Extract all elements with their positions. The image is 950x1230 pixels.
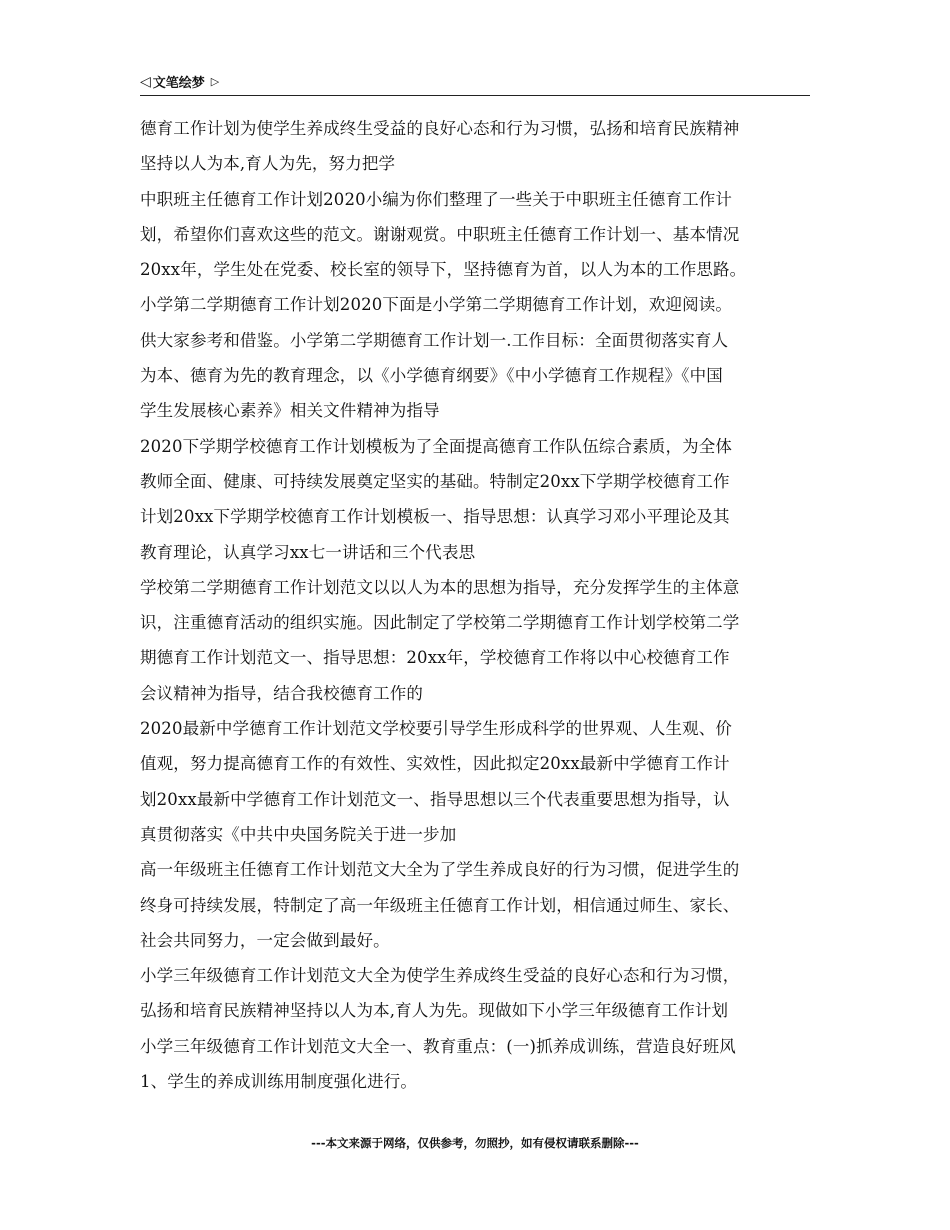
paragraph — [140, 287, 815, 428]
paragraph — [140, 111, 815, 182]
text-line: 1、学生的养成训练用制度强化进行。 — [140, 1072, 418, 1092]
paragraph — [140, 570, 815, 711]
text-line: 识，注重德育活动的组织实施。因此制定了学校第二学期德育工作计划学校第二学 — [140, 613, 740, 633]
text-line: 学校第二学期德育工作计划范文以以人为本的思想为指导，充分发挥学生的主体意 — [140, 577, 740, 597]
paragraph — [140, 429, 815, 570]
text-line: 教师全面、健康、可持续发展奠定坚实的基础。特制定20xx下学期学校德育工作 — [140, 471, 730, 491]
paragraph — [140, 958, 815, 1099]
triangle-right-icon: ▷ — [210, 75, 220, 88]
text-line: 小学三年级德育工作计划范文大全一、教育重点：(一)抓养成训练，营造良好班风 — [140, 1036, 736, 1056]
text-line: 值观，努力提高德育工作的有效性、实效性，因此拟定20xx最新中学德育工作计 — [140, 754, 730, 774]
text-line: 德育工作计划为使学生养成终生受益的良好心态和行为习惯，弘扬和培育民族精神 — [140, 119, 740, 138]
text-line: 坚持以人为本,育人为先，努力把学 — [140, 154, 396, 174]
paragraph — [140, 182, 815, 288]
text-line: 期德育工作计划范文一、指导思想：20xx年，学校德育工作将以中心校德育工作 — [140, 648, 730, 668]
text-line: 2020最新中学德育工作计划范文学校要引导学生形成科学的世界观、人生观、价 — [140, 719, 733, 739]
brand-name: 文笔绘梦 — [152, 76, 205, 91]
text-line: 弘扬和培育民族精神坚持以人为本,育人为先。现做如下小学三年级德育工作计划 — [140, 1001, 729, 1021]
text-line: 2020下学期学校德育工作计划模板为了全面提高德育工作队伍综合素质，为全体 — [140, 436, 733, 456]
text-line: 为本、德育为先的教育理念，以《小学德育纲要》《中小学德育工作规程》《中国 — [140, 366, 723, 386]
text-line: 会议精神为指导，结合我校德育工作的 — [140, 683, 424, 703]
text-line: 社会共同努力，一定会做到最好。 — [140, 930, 390, 950]
text-line: 真贯彻落实《中共中央国务院关于进一步加 — [140, 824, 457, 844]
text-line: 教育理论，认真学习xx七一讲话和三个代表思 — [140, 542, 476, 562]
text-line: 小学三年级德育工作计划范文大全为使学生养成终生受益的良好心态和行为习惯， — [140, 966, 740, 986]
source-disclaimer: ---本文来源于网络，仅供参考，勿照抄，如有侵权请联系删除--- — [311, 1136, 639, 1150]
text-line: 学生发展核心素养》相关文件精神为指导 — [140, 401, 440, 421]
paragraph — [140, 852, 815, 958]
text-line: 划20xx最新中学德育工作计划范文一、指导思想以三个代表重要思想为指导，认 — [140, 789, 730, 809]
text-line: 高一年级班主任德育工作计划范文大全为了学生养成良好的行为习惯，促进学生的 — [140, 860, 740, 880]
text-line: 划，希望你们喜欢这些的范文。谢谢观赏。中职班主任德育工作计划一、基本情况 — [140, 224, 740, 244]
document-body — [140, 111, 815, 1099]
text-line: 中职班主任德育工作计划2020小编为你们整理了一些关于中职班主任德育工作计 — [140, 189, 733, 209]
text-line: 计划20xx下学期学校德育工作计划模板一、指导思想：认真学习邓小平理论及其 — [140, 507, 730, 527]
triangle-left-icon: ◁ — [140, 73, 151, 90]
document-header — [140, 72, 810, 94]
text-line: 20xx年，学生处在党委、校长室的领导下，坚持德育为首，以人为本的工作思路。 — [140, 260, 747, 280]
header-divider — [140, 95, 810, 96]
paragraph — [140, 711, 815, 852]
text-line: 小学第二学期德育工作计划2020下面是小学第二学期德育工作计划，欢迎阅读。 — [140, 295, 733, 315]
text-line: 终身可持续发展，特制定了高一年级班主任德育工作计划，相信通过师生、家长、 — [140, 895, 740, 915]
text-line: 供大家参考和借鉴。小学第二学期德育工作计划一.工作目标：全面贯彻落实育人 — [140, 330, 729, 350]
